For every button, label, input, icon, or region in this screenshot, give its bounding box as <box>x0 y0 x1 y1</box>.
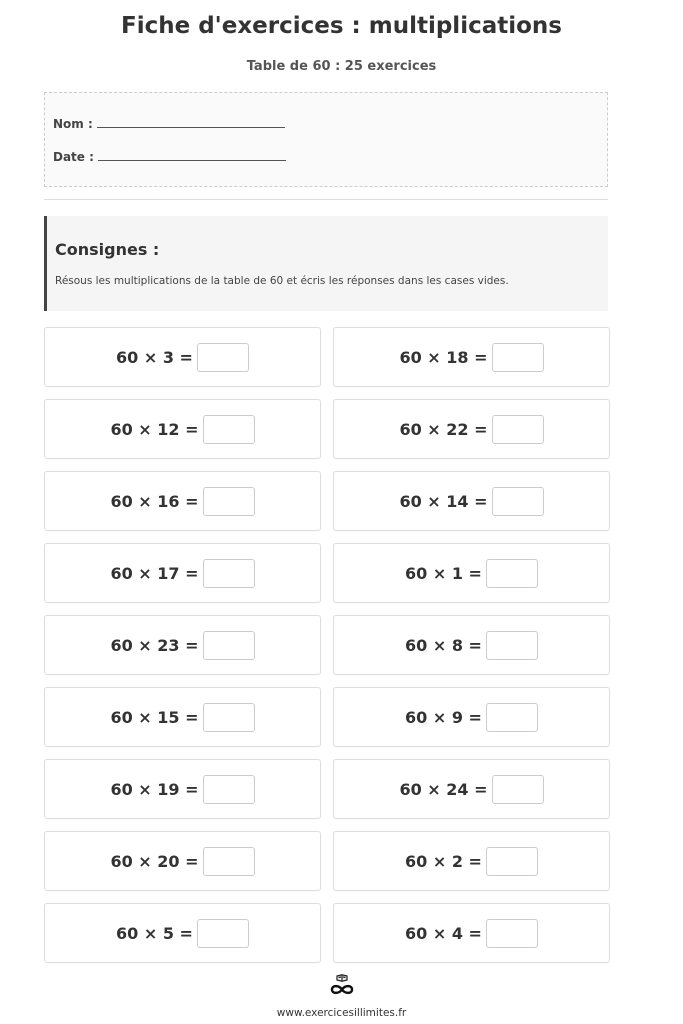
answer-input[interactable] <box>486 631 538 660</box>
instructions-box <box>44 216 608 311</box>
answer-input[interactable] <box>197 343 249 372</box>
answer-input[interactable] <box>492 343 544 372</box>
exercise-expression: 60 × 16 = <box>110 491 199 511</box>
exercise-card <box>333 615 610 675</box>
exercise-expression: 60 × 20 = <box>110 851 199 871</box>
exercise-card <box>44 759 321 819</box>
exercise-grid <box>44 327 610 963</box>
exercise-expression: 60 × 3 = <box>116 347 193 367</box>
date-label: Date : <box>53 150 94 164</box>
exercise-expression: 60 × 5 = <box>116 923 193 943</box>
exercise-card <box>333 759 610 819</box>
exercise-card <box>333 327 610 387</box>
exercise-expression: 60 × 4 = <box>405 923 482 943</box>
exercise-card <box>333 903 610 963</box>
exercise-card <box>44 687 321 747</box>
answer-input[interactable] <box>486 559 538 588</box>
answer-input[interactable] <box>486 847 538 876</box>
exercise-card <box>333 399 610 459</box>
nom-label: Nom : <box>53 117 93 131</box>
answer-input[interactable] <box>492 487 544 516</box>
exercise-card <box>333 831 610 891</box>
date-line <box>53 148 286 165</box>
answer-input[interactable] <box>492 415 544 444</box>
answer-input[interactable] <box>486 919 538 948</box>
exercise-card <box>333 543 610 603</box>
exercise-expression: 60 × 12 = <box>110 419 199 439</box>
exercise-expression: 60 × 22 = <box>399 419 488 439</box>
exercise-expression: 60 × 15 = <box>110 707 199 727</box>
answer-input[interactable] <box>203 631 255 660</box>
footer-url: www.exercicesillimites.fr <box>276 1007 407 1019</box>
infinity-book-icon <box>326 974 358 998</box>
exercise-expression: 60 × 1 = <box>405 563 482 583</box>
exercise-card <box>44 615 321 675</box>
divider <box>44 199 608 200</box>
answer-input[interactable] <box>203 847 255 876</box>
answer-input[interactable] <box>492 775 544 804</box>
nom-blank-line[interactable] <box>97 115 285 128</box>
exercise-card <box>333 471 610 531</box>
answer-input[interactable] <box>203 775 255 804</box>
exercise-expression: 60 × 9 = <box>405 707 482 727</box>
exercise-expression: 60 × 19 = <box>110 779 199 799</box>
exercise-card <box>44 399 321 459</box>
page-title: Fiche d'exercices : multiplications <box>121 13 562 39</box>
answer-input[interactable] <box>486 703 538 732</box>
exercise-expression: 60 × 14 = <box>399 491 488 511</box>
student-info-box <box>44 92 608 187</box>
answer-input[interactable] <box>203 487 255 516</box>
instructions-text: Résous les multiplications de la table de 60 et écris les réponses dans les cases vides. <box>55 275 509 287</box>
answer-input[interactable] <box>203 415 255 444</box>
exercise-card <box>44 831 321 891</box>
nom-line <box>53 115 285 132</box>
exercise-card <box>44 903 321 963</box>
date-blank-line[interactable] <box>98 148 286 161</box>
exercise-card <box>44 327 321 387</box>
instructions-title: Consignes : <box>55 240 160 259</box>
page-subtitle: Table de 60 : 25 exercices <box>246 59 437 74</box>
exercise-expression: 60 × 8 = <box>405 635 482 655</box>
answer-input[interactable] <box>203 559 255 588</box>
exercise-expression: 60 × 17 = <box>110 563 199 583</box>
answer-input[interactable] <box>203 703 255 732</box>
exercise-expression: 60 × 2 = <box>405 851 482 871</box>
exercise-card <box>44 543 321 603</box>
answer-input[interactable] <box>197 919 249 948</box>
exercise-expression: 60 × 18 = <box>399 347 488 367</box>
exercise-card <box>333 687 610 747</box>
exercise-expression: 60 × 23 = <box>110 635 199 655</box>
exercise-expression: 60 × 24 = <box>399 779 488 799</box>
exercise-card <box>44 471 321 531</box>
